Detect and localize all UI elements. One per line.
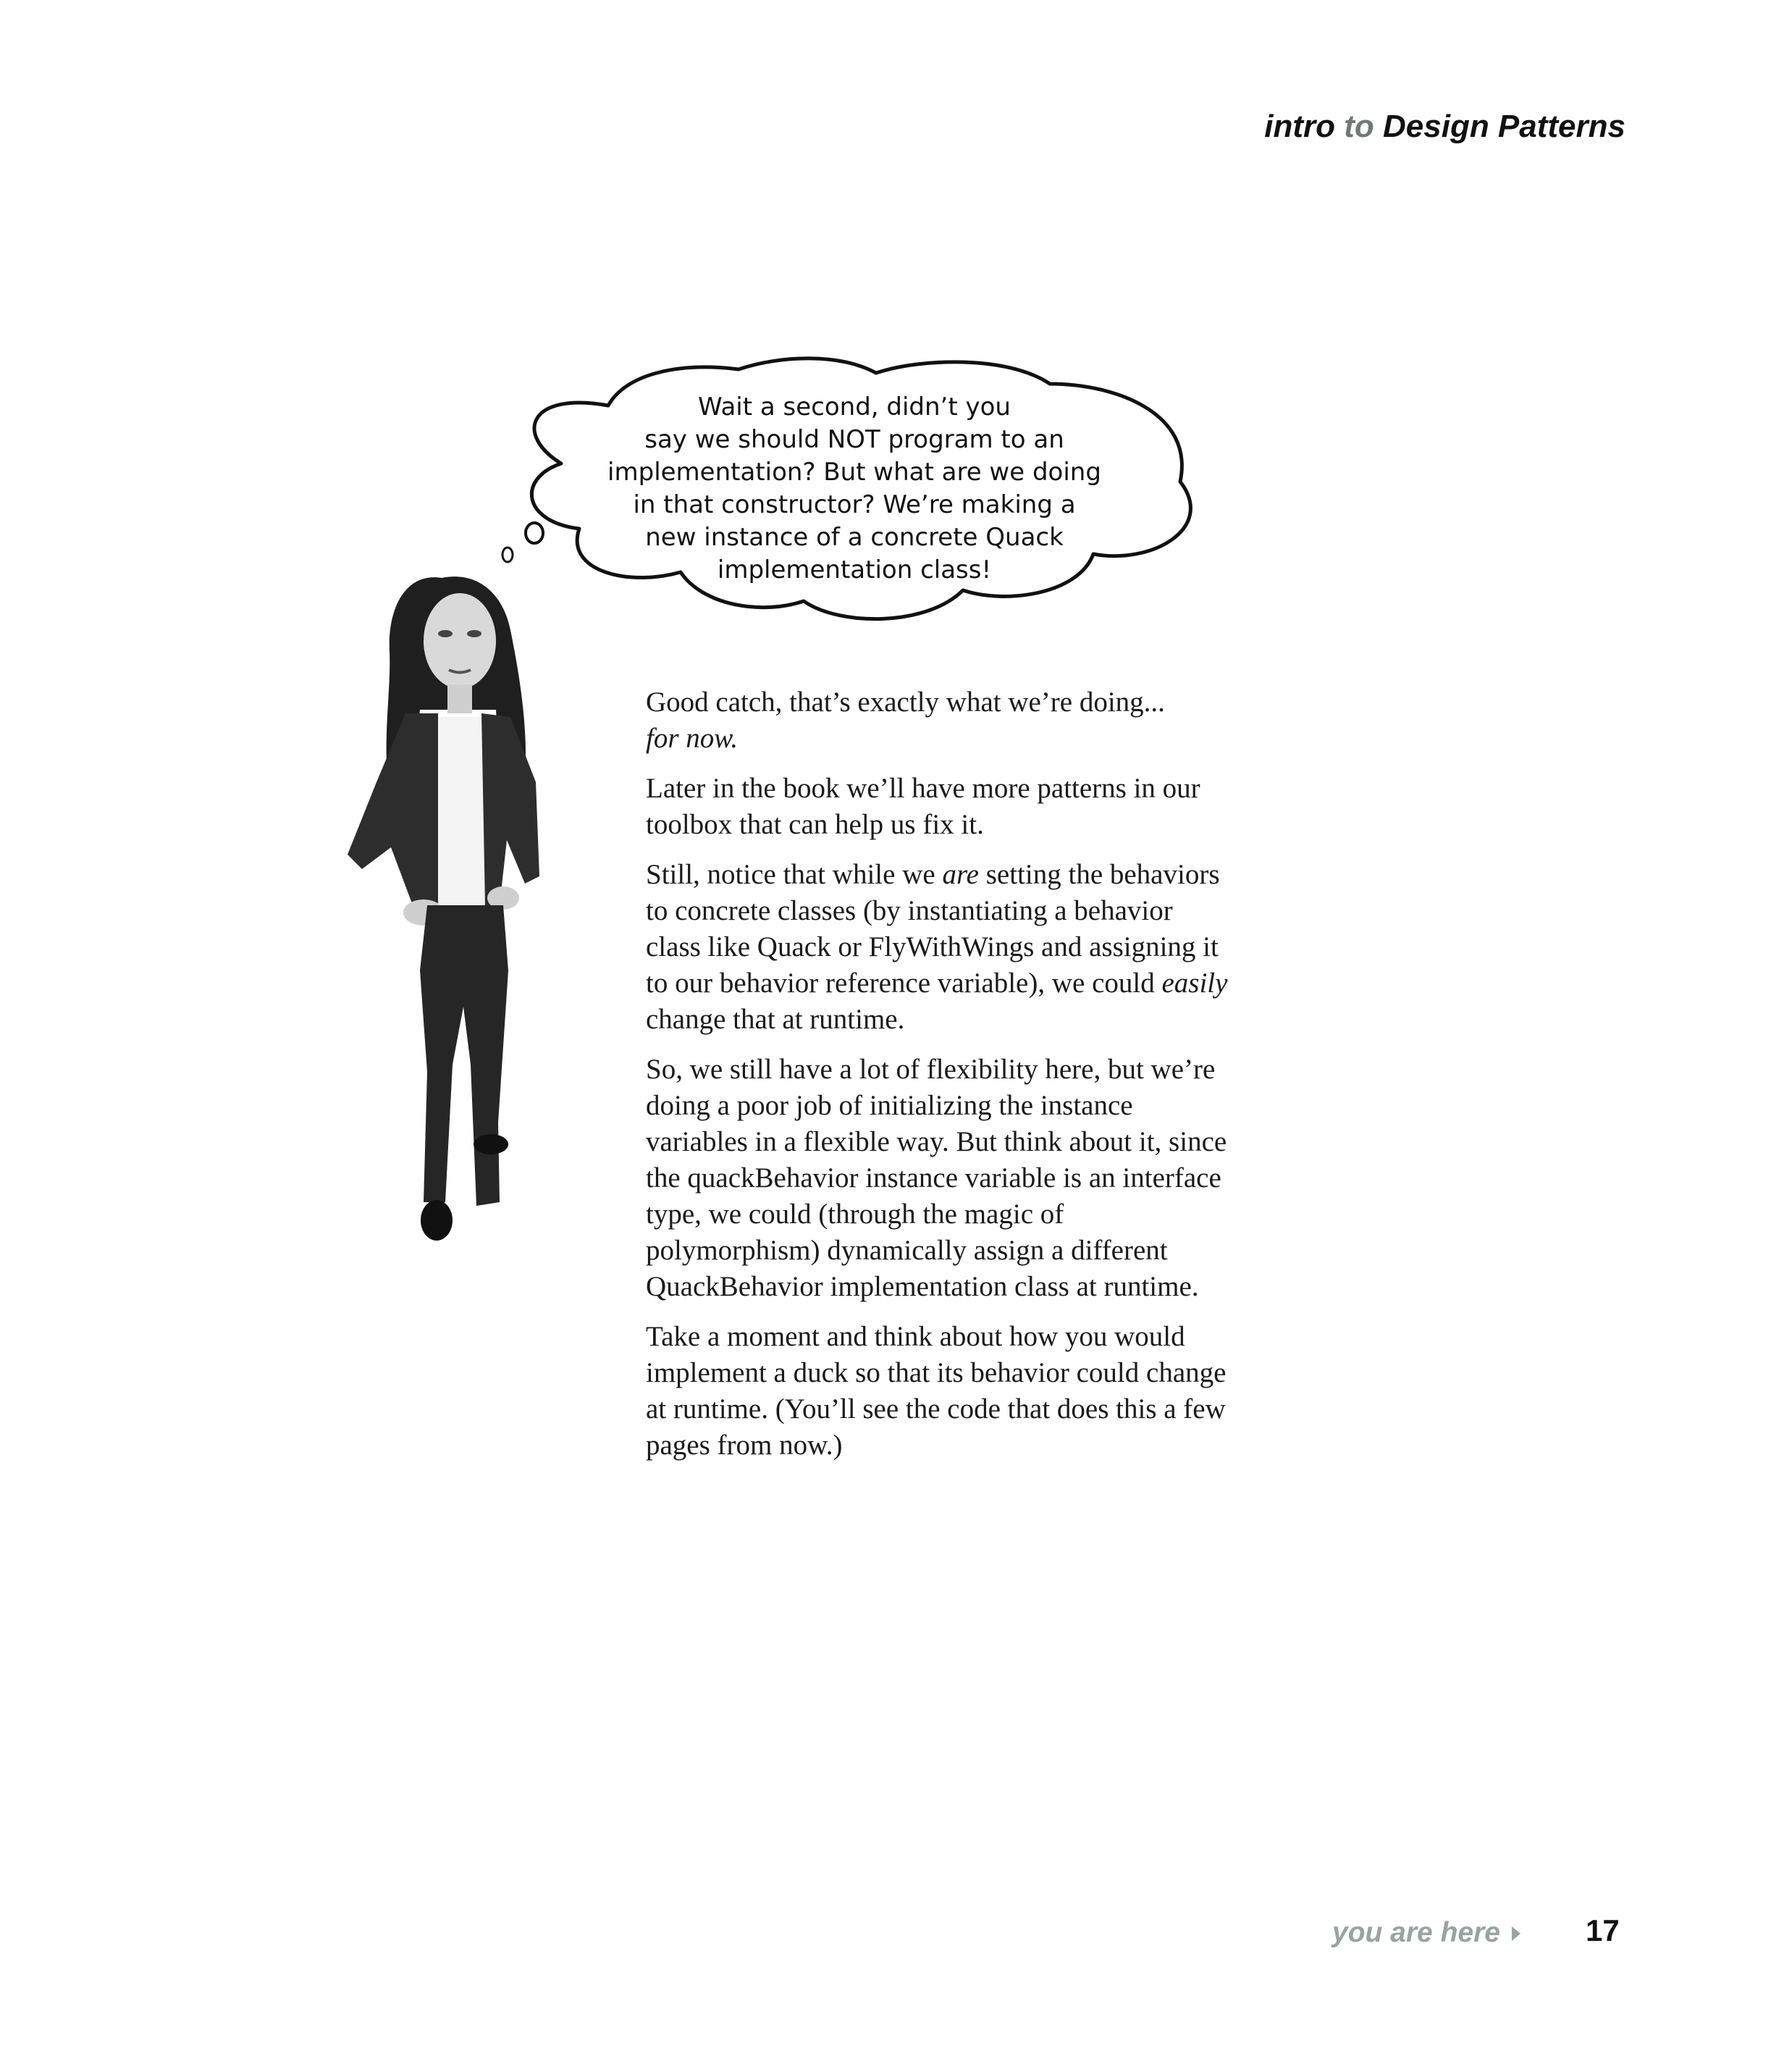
emphasis-text: easily <box>1161 968 1228 999</box>
paragraph-text: Still, notice that while we <box>646 859 943 890</box>
page-number: 17 <box>1586 1913 1620 1947</box>
bubble-line: new instance of a concrete Quack <box>645 523 1064 552</box>
emphasis-text: are <box>942 859 979 890</box>
running-header <box>1264 109 1625 145</box>
paragraph-text: setting the behaviors to concrete classes (by instantiating a behavior class like Quack or FlyWithWings and assigning it to our behavior reference variable), we could <box>646 859 1220 999</box>
body-text <box>646 684 1232 1477</box>
paragraph <box>646 857 1232 1038</box>
bubble-line: implementation? But what are we doing <box>607 458 1101 487</box>
thought-bubble-text <box>572 391 1137 587</box>
you-are-here-label: you are here <box>1332 1917 1500 1948</box>
right-triangle-icon <box>1512 1926 1520 1941</box>
bubble-line: in that constructor? We’re making a <box>633 490 1076 519</box>
paragraph: So, we still have a lot of flexibility here, but we’re doing a poor job of initializing the instance variables in a flexible way. But think about it, since the quackBehavior instance variable is an interface type, we could (through the magic of polymorphism) dynamically assign a different QuackBehavior implementation class at runtime. <box>646 1054 1227 1302</box>
bubble-line: implementation class! <box>717 555 992 584</box>
bubble-line: Wait a second, didn’t you <box>698 393 1011 421</box>
paragraph-text: Good catch, that’s exactly what we’re doing... <box>646 687 1165 718</box>
paragraph: Take a moment and think about how you would implement a duck so that its behavior could change at runtime. (You’ll see the code that does this a few pages from now.) <box>646 1321 1227 1461</box>
woman-figure-illustration <box>319 565 594 1282</box>
thought-bubble <box>500 355 1209 637</box>
emphasis-text: for now. <box>646 723 739 754</box>
header-word-intro: intro <box>1264 109 1336 144</box>
bubble-line: say we should NOT program to an <box>644 425 1064 454</box>
paragraph-text: change that at runtime. <box>646 1004 905 1035</box>
header-title: Design Patterns <box>1383 109 1625 144</box>
paragraph <box>646 684 1232 757</box>
header-word-to: to <box>1344 109 1374 144</box>
paragraph: Later in the book we’ll have more patterns in our toolbox that can help us fix it. <box>646 773 1200 840</box>
